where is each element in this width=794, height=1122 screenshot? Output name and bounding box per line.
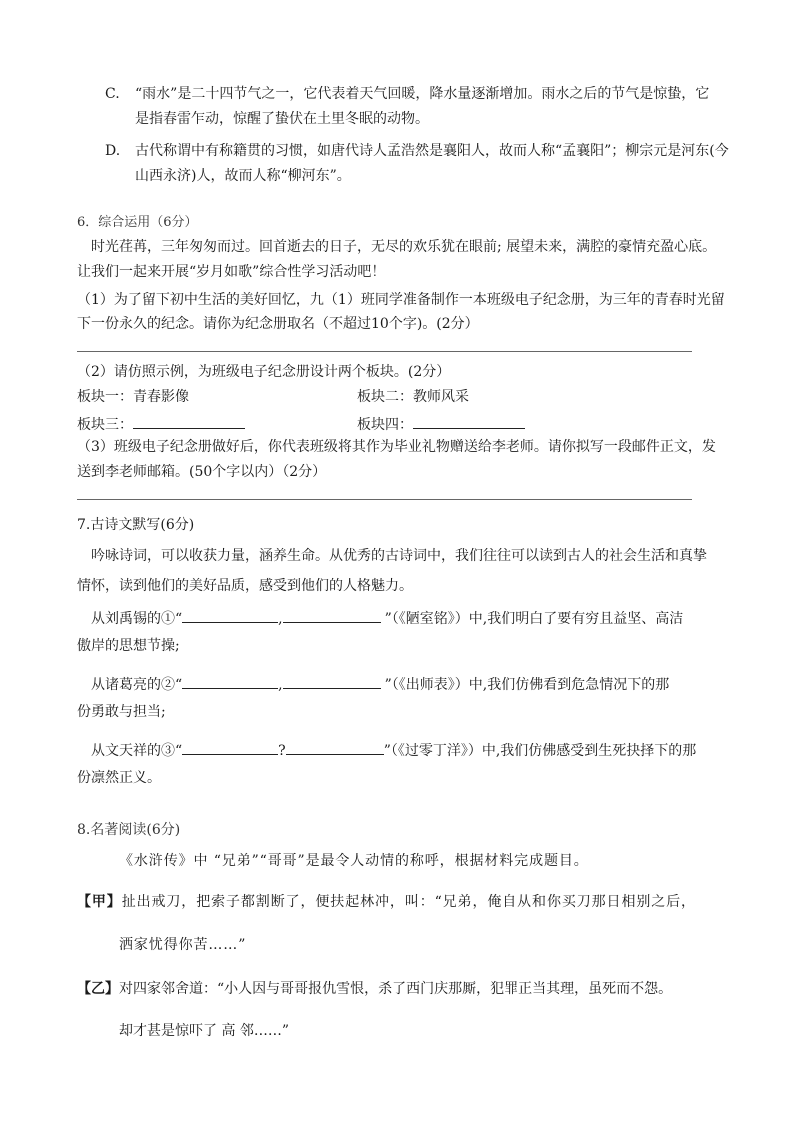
q6-part3-answer-line[interactable] <box>77 499 692 500</box>
q7-intro-line1: 吟咏诗词，可以收获力量，涵养生命。从优秀的古诗词中，我们往往可以读到古人的社会生活和真挚 <box>91 548 707 564</box>
q6-part3-line1: （3）班级电子纪念册做好后，你代表班级将其作为毕业礼物赠送给李老师。请你拟写一段邮件正文，发 <box>77 439 716 455</box>
q7-item3-blank-a[interactable] <box>182 738 278 755</box>
option-d-line1: 古代称谓中有称籍贯的习惯，如唐代诗人孟浩然是襄阳人，故而人称“孟襄阳”；柳宗元是河东(今 <box>135 143 729 159</box>
q7-item2-blank-b[interactable] <box>283 672 381 689</box>
q6-part2: （2）请仿照示例，为班级电子纪念册设计两个板块。(2分） <box>77 364 451 380</box>
q6-part1-answer-line[interactable] <box>77 351 692 352</box>
option-c-line1: “雨水”是二十四节气之一，它代表着天气回暖，降水量逐渐增加。雨水之后的节气是惊蛰，它 <box>135 86 710 102</box>
q7-item3 <box>91 738 696 761</box>
q7-item2-sep: , <box>278 677 283 693</box>
q6-intro-line2: 让我们一起来开展“岁月如歌”综合性学习活动吧！ <box>77 264 386 280</box>
q6-block-three-label: 板块三： <box>77 417 133 433</box>
q6-part1-line1: （1）为了留下初中生活的美好回忆，九（1）班同学准备制作一本班级电子纪念册，为三年的青春时光留 <box>77 292 725 308</box>
q7-item1-blank-b[interactable] <box>283 606 381 623</box>
q7-item1-blank-a[interactable] <box>182 606 278 623</box>
q7-item1-suffix: ”（《陋室铭》）中,我们明白了要有穷且益坚、高洁 <box>384 611 684 627</box>
q6-intro-line1: 时光荏苒，三年匆匆而过。回首逝去的日子，无尽的欢乐犹在眼前; 展望未来，满腔的豪情充盈心底。 <box>91 239 717 255</box>
q6-block-three-blank[interactable] <box>133 412 245 429</box>
q6-block-one: 板块一：青春影像 <box>77 389 189 405</box>
q8-jia-line2: 洒家忧得你苦……” <box>119 937 247 953</box>
q7-item2-suffix: ”（《出师表》）中,我们仿佛看到危急情况下的那 <box>384 677 670 693</box>
q6-block-three <box>77 412 245 435</box>
q8-yi-tag: 【乙】 <box>77 981 119 997</box>
q8-yi-line2: 却才甚是惊吓了 高 邻……” <box>119 1023 290 1039</box>
option-c-letter: C. <box>105 86 120 102</box>
q7-item1-sep: , <box>278 611 283 627</box>
q7-item2 <box>91 672 669 695</box>
q6-heading: 6．综合运用（6分） <box>77 215 198 230</box>
q6-part1-line2: 下一份永久的纪念。请你为纪念册取名（不超过10个字)。(2分） <box>77 316 479 332</box>
q7-item2-line2: 份勇敢与担当; <box>77 704 166 720</box>
q7-intro-line2: 情怀，读到他们的美好品质，感受到他们的人格魅力。 <box>77 578 413 594</box>
q7-item2-blank-a[interactable] <box>182 672 278 689</box>
q7-item3-line2: 份凛然正义。 <box>77 770 161 786</box>
q7-heading: 7.古诗文默写(6分) <box>77 517 195 533</box>
q7-item1-prefix: 从刘禹锡的①“ <box>91 611 183 627</box>
q6-block-four <box>357 412 525 435</box>
q7-item3-suffix: ”（《过零丁洋》）中,我们仿佛感受到生死抉择下的那 <box>383 743 697 759</box>
q7-item2-prefix: 从诸葛亮的②“ <box>91 677 183 693</box>
q8-intro: 《水浒传》中 “兄弟”“哥哥”是最令人动情的称呼，根据材料完成题目。 <box>119 853 589 869</box>
q7-item3-blank-b[interactable] <box>286 738 384 755</box>
q6-block-two: 板块二：教师风采 <box>357 389 469 405</box>
q7-item3-prefix: 从文天祥的③“ <box>91 743 183 759</box>
q7-item1-line2: 傲岸的思想节操; <box>77 638 180 654</box>
option-d-letter: D. <box>105 143 121 159</box>
q8-heading: 8.名著阅读(6分) <box>77 822 181 838</box>
q8-yi-text1: 对四家邻舍道：“小人因与哥哥报仇雪恨，杀了西门庆那厮，犯罪正当其理，虽死而不怨。 <box>119 981 673 997</box>
q8-jia-text1: 扯出戒刀，把索子都割断了，便扶起林冲，叫：“兄弟，俺自从和你买刀那日相别之后， <box>121 894 696 910</box>
q7-item1 <box>91 606 683 629</box>
q7-item3-sep: ? <box>278 743 286 759</box>
q6-part3-line2: 送到李老师邮箱。(50个字以内）（2分） <box>77 464 327 480</box>
q6-block-four-blank[interactable] <box>413 412 525 429</box>
option-c-line2: 是指春雷乍动，惊醒了蛰伏在土里冬眠的动物。 <box>135 111 429 127</box>
q6-block-four-label: 板块四： <box>357 417 413 433</box>
q8-yi-line1 <box>77 979 672 999</box>
q8-jia-tag: 【甲】 <box>77 894 122 910</box>
q8-jia-line1 <box>77 892 696 912</box>
option-d-line2: 山西永济)人，故而人称“柳河东”。 <box>135 168 351 184</box>
